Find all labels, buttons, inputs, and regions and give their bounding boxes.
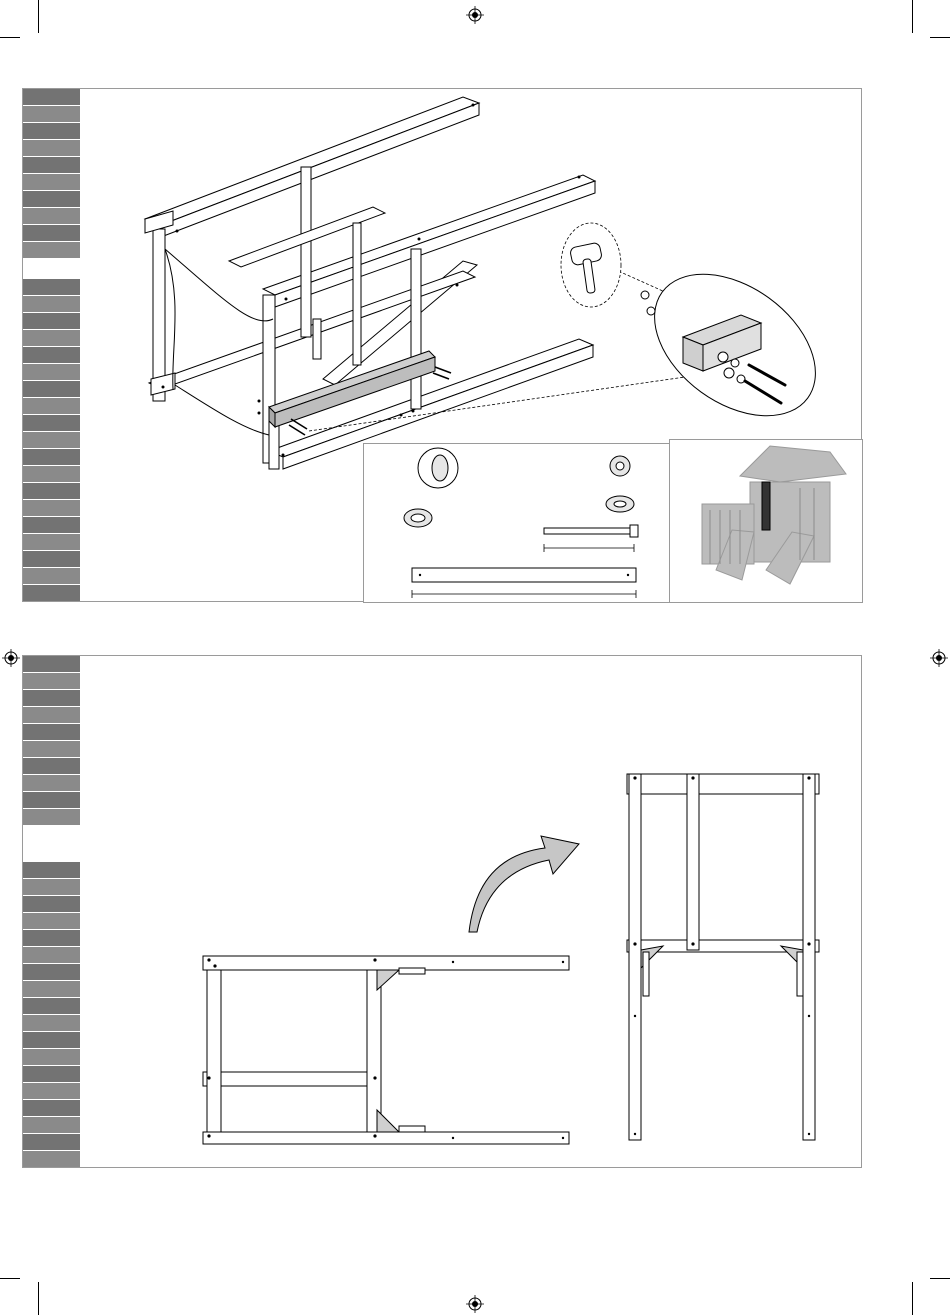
parts-list-drawing bbox=[364, 444, 672, 604]
registration-mark-icon bbox=[466, 6, 484, 24]
washer-icon bbox=[404, 509, 432, 527]
crop-mark-bottom-right-h bbox=[930, 1278, 950, 1279]
registration-mark-icon bbox=[930, 649, 948, 667]
crop-mark-top-left-h bbox=[0, 37, 20, 38]
crop-mark-bottom-left-h bbox=[0, 1278, 20, 1279]
crop-mark-top-right-h bbox=[930, 37, 950, 38]
step-panel-1 bbox=[22, 88, 862, 602]
curved-arrow-icon bbox=[469, 836, 579, 932]
washer-icon bbox=[606, 496, 634, 512]
crop-mark-bottom-right-v bbox=[912, 1282, 913, 1315]
crop-mark-bottom-left-v bbox=[38, 1282, 39, 1315]
step-panel-2 bbox=[22, 655, 862, 1168]
frame-standing bbox=[627, 774, 819, 1140]
playhouse-thumbnail bbox=[670, 440, 864, 604]
registration-mark-icon bbox=[466, 1295, 484, 1313]
parts-list-panel bbox=[363, 443, 671, 603]
highlighted-beam-thumbnail bbox=[762, 482, 770, 530]
registration-mark-icon bbox=[2, 649, 20, 667]
t-nut-icon bbox=[418, 448, 458, 488]
t-nut-icon bbox=[610, 456, 630, 476]
playhouse-thumbnail-panel bbox=[669, 439, 863, 603]
bolt-icon bbox=[544, 525, 638, 537]
crop-mark-top-left-v bbox=[38, 0, 39, 33]
frame-lying bbox=[203, 956, 569, 1144]
frame-flip-drawing bbox=[23, 656, 863, 1169]
beam-part bbox=[412, 568, 636, 582]
crop-mark-top-right-v bbox=[912, 0, 913, 33]
